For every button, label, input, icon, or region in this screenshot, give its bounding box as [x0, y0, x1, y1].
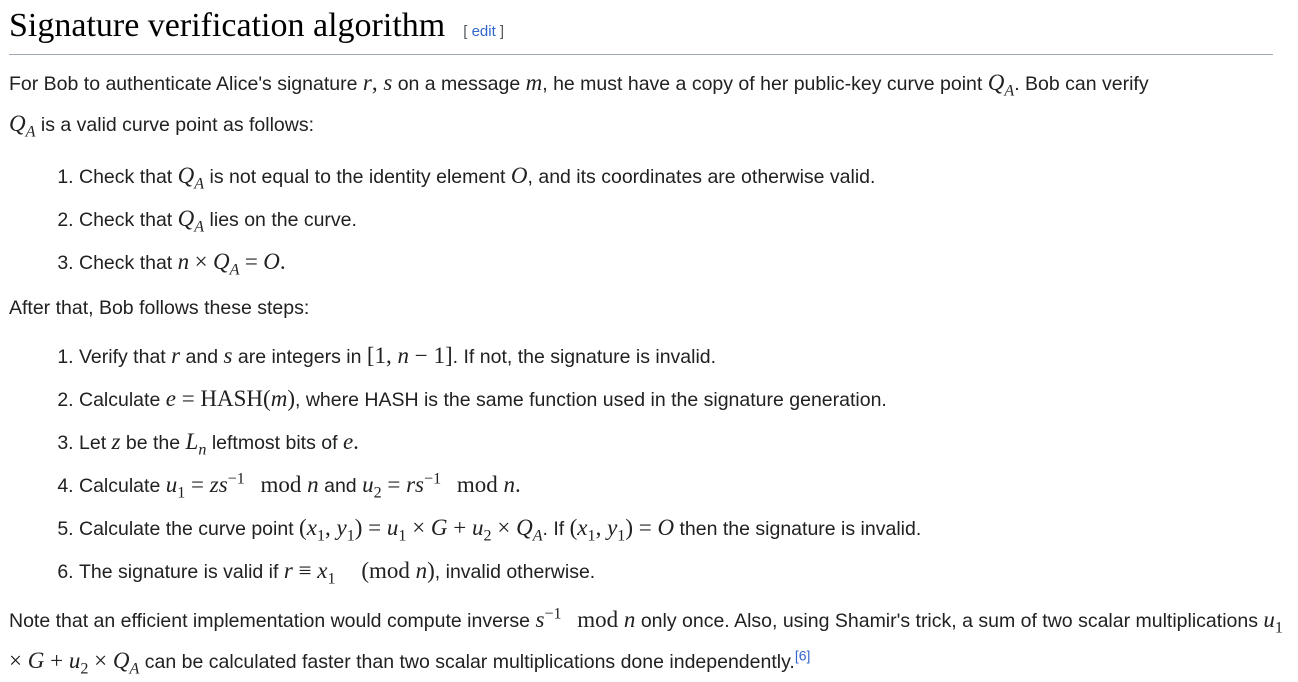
math-m: m [525, 69, 543, 95]
verification-steps-list [9, 334, 1285, 592]
list-item: 1. Verify that r and s are integers in [1, n − 1]. If not, the signature is invalid. [79, 334, 1285, 377]
math-r: r [171, 343, 181, 369]
list-item: 1. Check that $Q_A$ is not equal to the identity element O, and its coordinates are otherwise valid. [79, 154, 1285, 197]
list-item: 3. Let z be the $L_n$ leftmost bits of e. [79, 420, 1285, 463]
after-paragraph: After that, Bob follows these steps: [9, 296, 310, 319]
math-qa: $Q_A$ [177, 205, 205, 236]
note-paragraph: Note that an efficient implementation would compute inverse $s^{-1}$ mod n only once. Also, using Shamir's trick, a sum of two scalar multiplications $u_1 \times G + u_2 \times Q_A$ can be calculated faster than two scalar multiplications done independently.[6] [9, 605, 1283, 678]
math-qa: $Q_A$ [177, 162, 205, 193]
citation-link[interactable]: [6] [794, 647, 811, 664]
list-item: 5. Calculate the curve point ($x_1$, $y_1) = u_1 \times G + u_2 \times Q_A$. If ($x_1$, $y_1) = O$ then the signature is invalid. [79, 506, 1285, 549]
math-u1: $u_1 = zs^{-1}$ mod n [165, 470, 319, 502]
math-qa: $Q_A$ [9, 110, 36, 141]
list-item: 2. Check that $Q_A$ lies on the curve. [79, 197, 1285, 240]
math-qa: $Q_A$ [987, 69, 1015, 100]
edit-link[interactable]: edit [471, 23, 496, 40]
list-item: 2. Calculate e = HASH(m), where HASH is the same function used in the signature generation. [79, 377, 1285, 420]
math-congruence: $r \equiv x_1$ (mod n) [283, 558, 435, 588]
math-e: e [342, 429, 354, 455]
validity-list [9, 154, 1285, 283]
math-r-s: r [362, 69, 372, 95]
math-s: s [223, 343, 233, 369]
math-z: z [111, 429, 121, 455]
math-expression: n [177, 248, 190, 274]
math-o: O [510, 162, 528, 188]
math-interval: [1, n − 1] [366, 343, 453, 369]
math-curve-point: ($x_1$, $y_1) = u_1 \times G + u_2 \times Q_A$ [299, 515, 543, 545]
list-item: 4. Calculate $u_1 = zs^{-1}$ mod n and $u_2 = rs^{-1}$ mod n. [79, 463, 1285, 506]
list-item: 6. The signature is valid if $r \equiv x_1$ (mod n), invalid otherwise. [79, 549, 1285, 592]
math-u2: $u_2 = rs^{-1}$ mod n. [362, 470, 521, 502]
math-hash: e = HASH(m) [165, 386, 295, 412]
math-scalar-sum: $u_1 \times G + u_2 \times Q_A$ [9, 607, 1283, 678]
edit-section: [ edit ] [463, 23, 505, 40]
math-s-inverse: $s^{-1}$ mod n [535, 605, 636, 633]
intro-paragraph: For Bob to authenticate Alice's signature r, s on a message m, he must have a copy of her public-key curve point $Q_A$. Bob can verify $Q_A$ is a valid curve point as follows: [9, 69, 1149, 141]
list-item: 3. Check that $n \times Q_A = O$. [79, 240, 1285, 283]
section-title: Signature verification algorithm [9, 7, 446, 44]
section-header [9, 6, 1273, 55]
math-ln: $L_n$ [185, 429, 207, 459]
math-point-check: ($x_1$, $y_1) = O$ [569, 515, 675, 545]
